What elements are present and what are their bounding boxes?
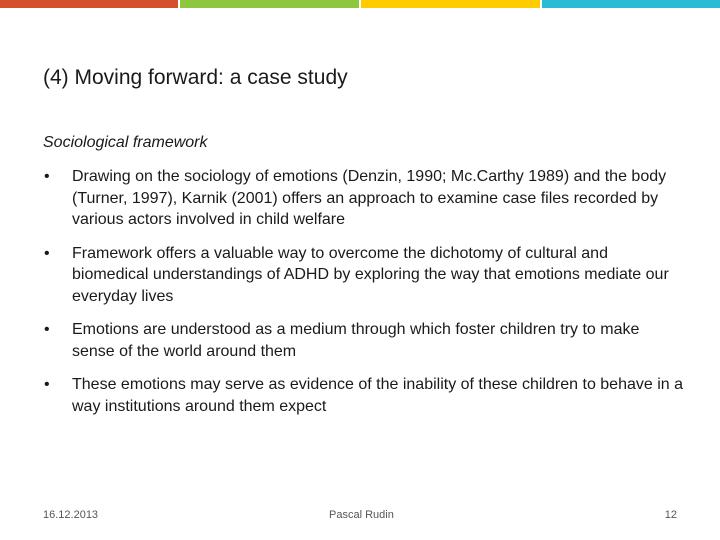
bullet-list <box>43 166 683 417</box>
bullet-marker: • <box>44 321 50 338</box>
bullet-marker: • <box>44 244 50 262</box>
bullet-marker: • <box>44 376 50 393</box>
slide-subtitle: Sociological framework <box>43 134 208 151</box>
bullet-text: Framework offers a valuable way to overcome the dichotomy of cultural and biomedical understandings of ADHD by exploring the way that emotions mediate our everyday lives <box>72 244 669 305</box>
footer-author: Pascal Rudin <box>329 509 394 521</box>
slide-title: (4) Moving forward: a case study <box>43 66 348 89</box>
color-bar-segment-orange <box>0 0 178 8</box>
bullet-text: Emotions are understood as a medium through which foster children try to make sense of the world around them <box>72 321 640 360</box>
bullet-text: Drawing on the sociology of emotions (Denzin, 1990; Mc.Carthy 1989) and the body (Turner, 1997), Karnik (2001) offers an approach to examine case files recorded by various actors involved in child welfare <box>72 168 667 228</box>
bullet-item <box>43 166 683 231</box>
footer-date: 16.12.2013 <box>43 509 99 521</box>
bullet-marker: • <box>44 168 50 185</box>
color-bar-segment-green <box>178 0 359 8</box>
bullet-item <box>43 243 683 308</box>
color-bar <box>0 0 720 8</box>
page-number: 12 <box>664 509 677 521</box>
bullet-text: These emotions may serve as evidence of the inability of these children to behave in a way institutions around them expect <box>72 376 684 415</box>
color-bar-segment-teal <box>540 0 720 8</box>
bullet-item <box>43 319 683 362</box>
color-bar-segment-yellow <box>359 0 540 8</box>
bullet-item <box>43 374 683 417</box>
